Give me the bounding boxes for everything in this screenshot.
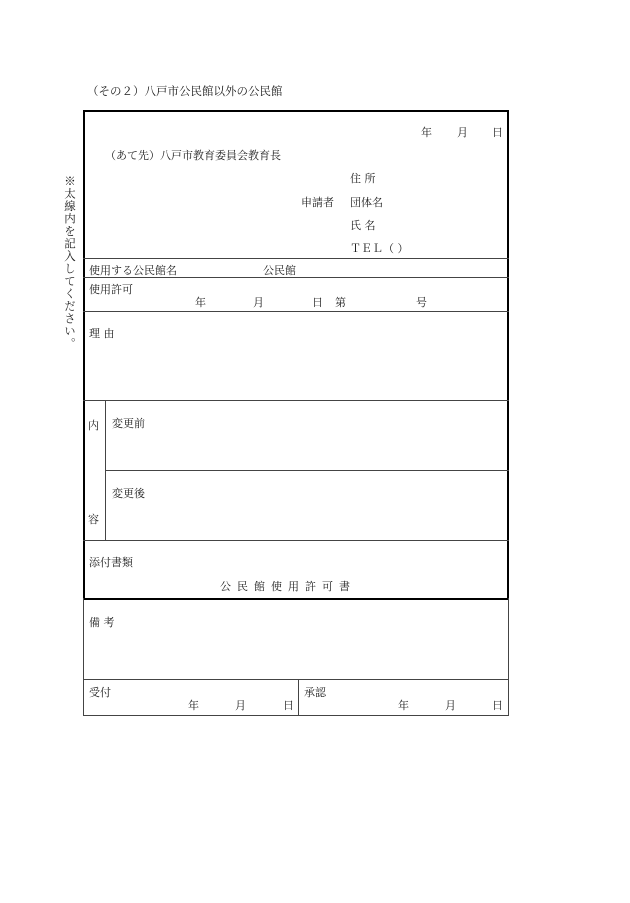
row-divider (83, 400, 509, 401)
reason-label: 理 由 (89, 327, 115, 340)
name-label: 氏 名 (350, 219, 376, 232)
content-label-bottom: 容 (88, 513, 99, 526)
address-label: 住 所 (350, 172, 376, 185)
row-divider (83, 258, 509, 259)
after-label: 変更後 (112, 487, 145, 500)
row-divider (83, 540, 509, 541)
approval-day-label: 日 (492, 699, 503, 712)
attachment-item: 公民館使用許可書 (220, 580, 356, 593)
remarks-label: 備 考 (89, 616, 115, 629)
approval-year-label: 年 (398, 699, 409, 712)
column-divider (83, 598, 84, 716)
facility-suffix: 公民館 (263, 264, 296, 277)
required-entry-frame (83, 110, 509, 600)
received-year-label: 年 (188, 699, 199, 712)
instruction-note: ※太線内を記入してください。 (63, 175, 77, 350)
content-label-top: 内 (88, 419, 99, 432)
received-day-label: 日 (283, 699, 294, 712)
received-month-label: 月 (235, 699, 246, 712)
row-divider (105, 470, 509, 471)
approval-month-label: 月 (445, 699, 456, 712)
permit-label: 使用許可 (89, 283, 133, 296)
date-year-label: 年 (421, 126, 432, 139)
permit-day-label: 日 (312, 296, 323, 309)
date-month-label: 月 (457, 126, 468, 139)
permit-year-label: 年 (195, 296, 206, 309)
approval-label: 承認 (304, 686, 326, 699)
permit-number-suffix: 号 (416, 296, 427, 309)
attachments-label: 添付書類 (89, 556, 133, 569)
row-divider (83, 277, 509, 278)
application-form (83, 110, 509, 716)
organization-label: 団体名 (350, 196, 383, 209)
column-divider (298, 679, 299, 716)
permit-month-label: 月 (253, 296, 264, 309)
permit-number-prefix: 第 (335, 296, 346, 309)
addressee: （あて先）八戸市教育委員会教育長 (105, 149, 281, 162)
page-heading: （その２）八戸市公民館以外の公民館 (87, 84, 283, 98)
row-divider (83, 679, 509, 680)
before-label: 変更前 (112, 417, 145, 430)
date-day-label: 日 (492, 126, 503, 139)
row-divider (83, 311, 509, 312)
row-divider (83, 715, 509, 716)
tel-label: ＴＥＬ（ ） (350, 242, 409, 255)
facility-label: 使用する公民館名 (89, 264, 177, 277)
column-divider (508, 598, 509, 716)
received-label: 受付 (89, 686, 111, 699)
applicant-label: 申請者 (301, 196, 334, 209)
